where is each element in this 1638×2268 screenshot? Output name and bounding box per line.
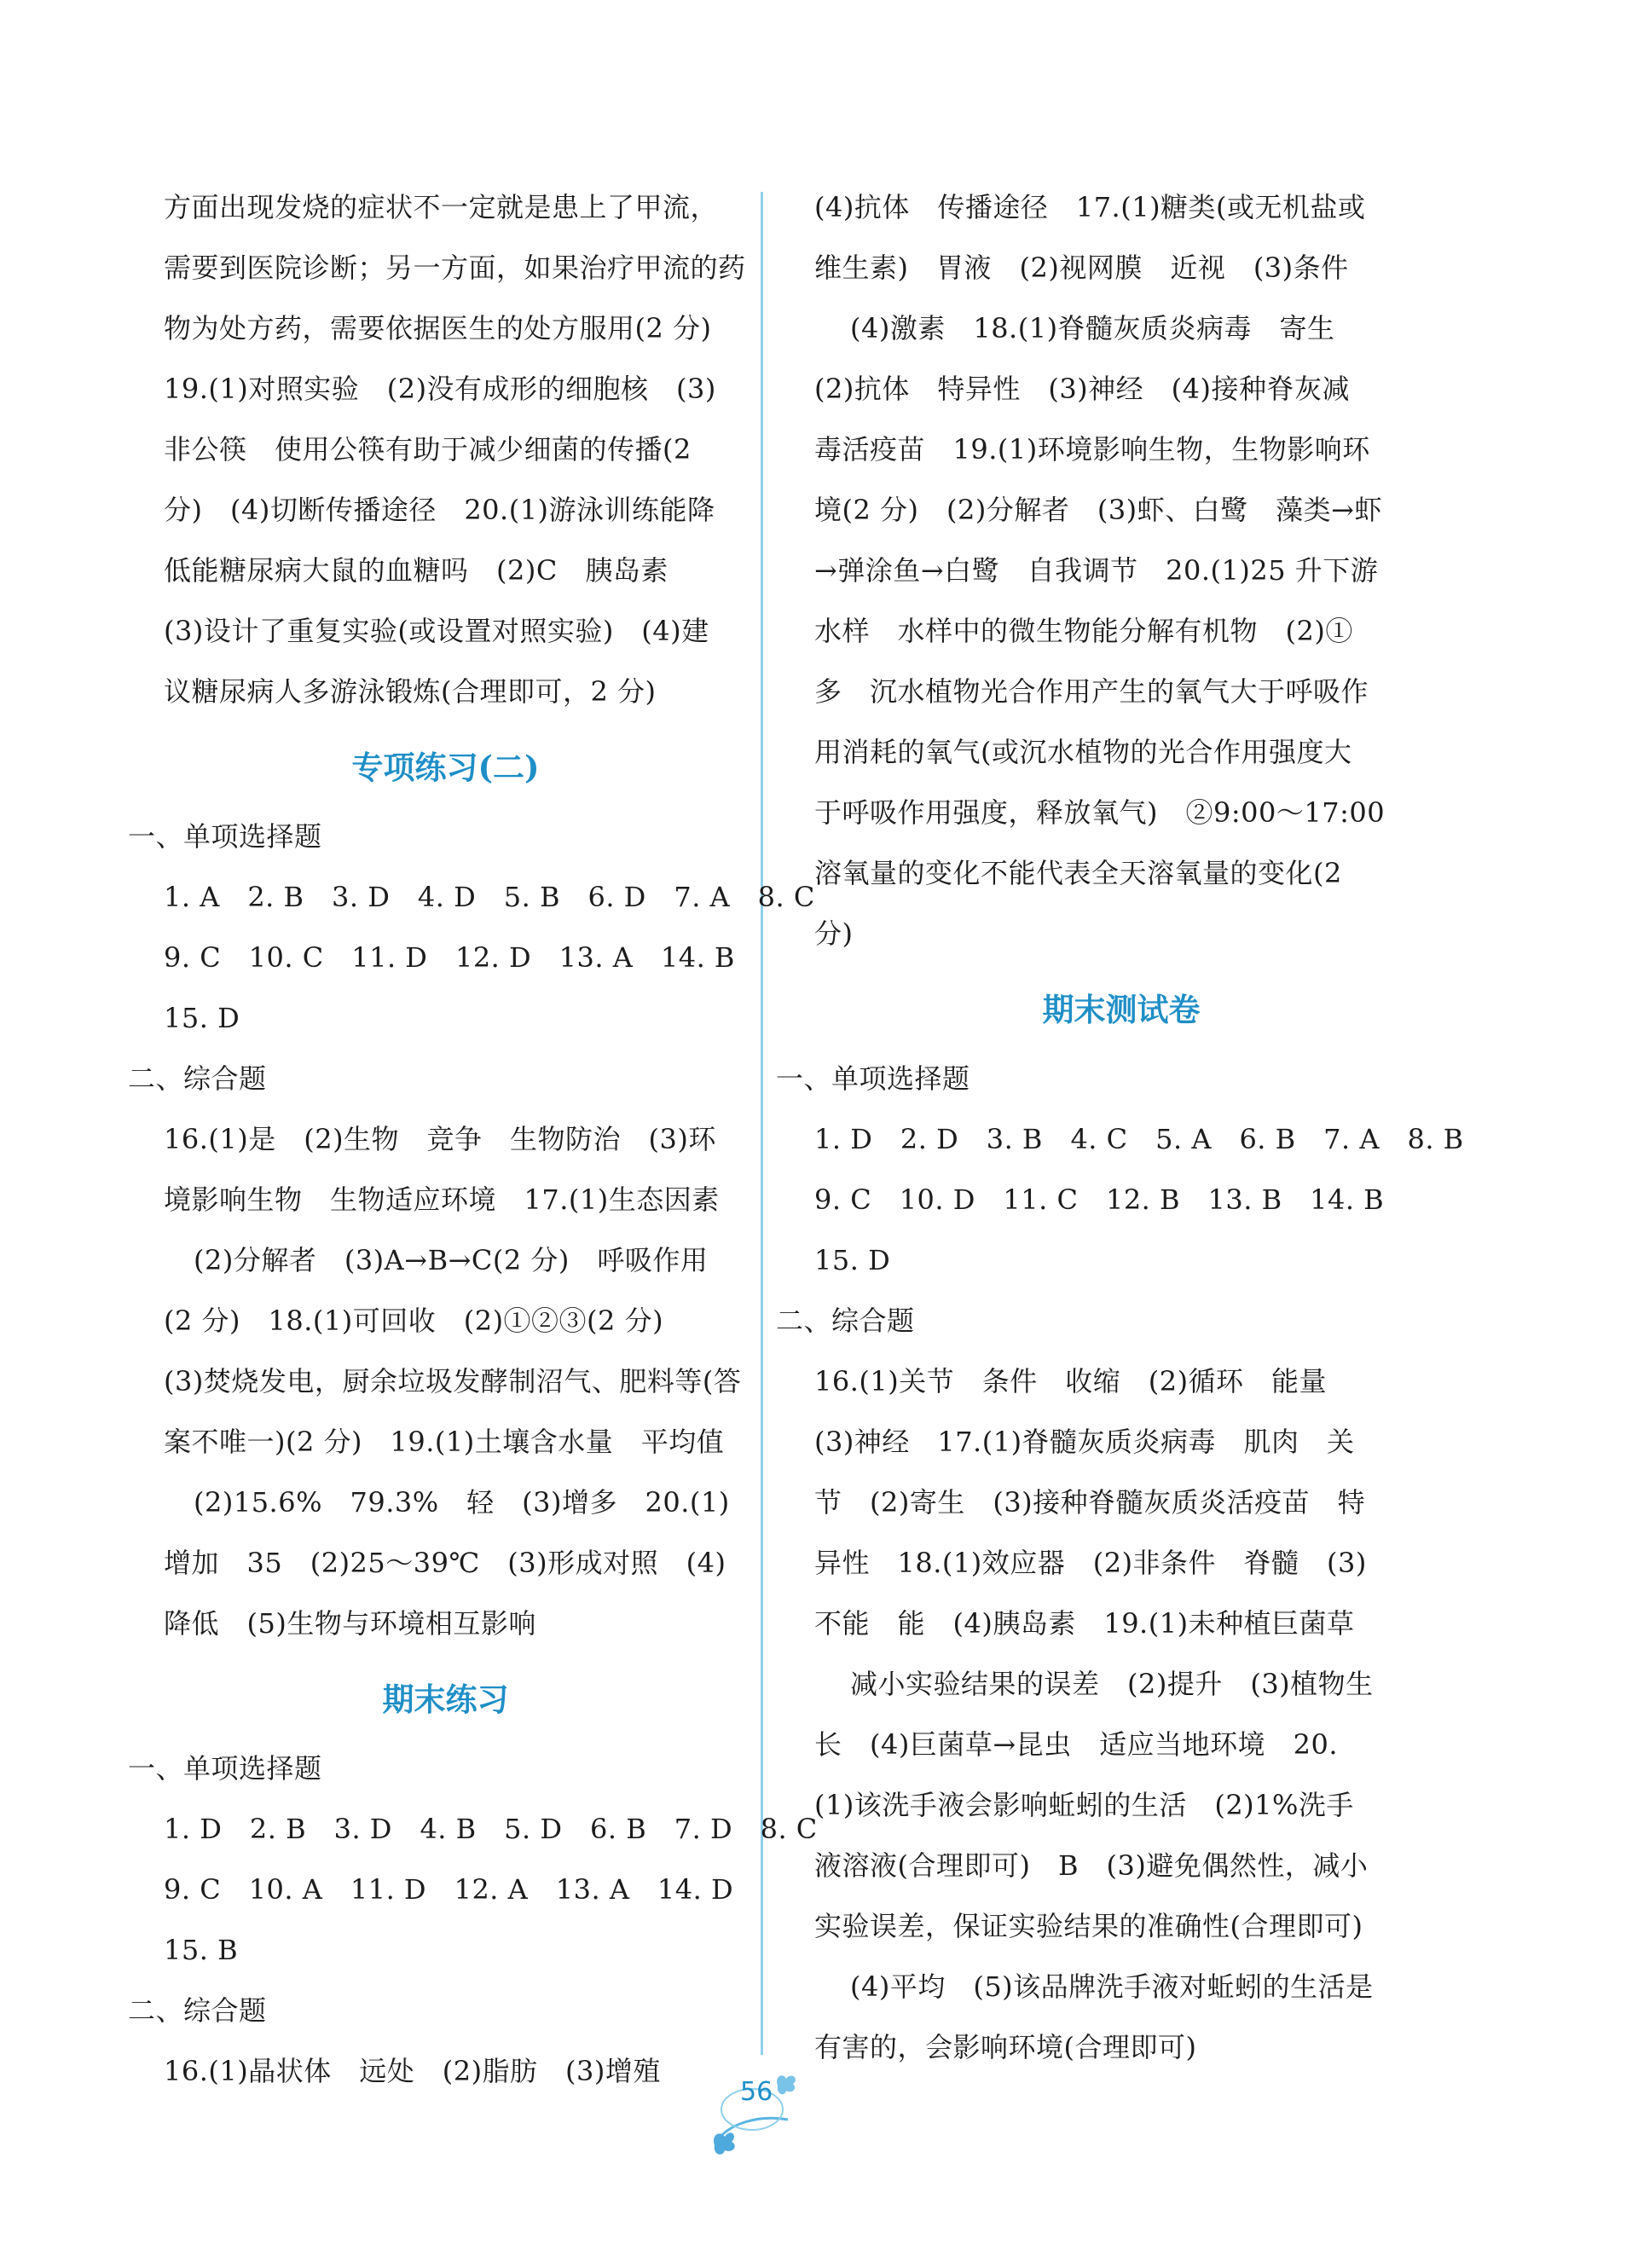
text-line: 16.(1)晶状体 远处 (2)脂肪 (3)增殖 (164, 2055, 661, 2087)
text-line: 用消耗的氧气(或沉水植物的光合作用强度大 (814, 736, 1352, 768)
text-line: 分) (4)切断传播途径 20.(1)游泳训练能降 (164, 494, 715, 526)
text-line: 境影响生物 生物适应环境 17.(1)生态因素 (164, 1183, 720, 1216)
text-line: 维生素) 胃液 (2)视网膜 近视 (3)条件 (814, 252, 1349, 284)
answer-row: 1. A 2. B 3. D 4. D 5. B 6. D 7. A 8. C (164, 881, 815, 913)
text-line: (2)15.6% 79.3% 轻 (3)增多 20.(1) (194, 1486, 730, 1519)
section-title-qimo-ceshi: 期末测试卷 (1042, 991, 1201, 1028)
text-line: 降低 (5)生物与环境相互影响 (164, 1607, 536, 1640)
text-line: 议糖尿病人多游泳锻炼(合理即可，2 分) (164, 675, 657, 708)
answer-row: 15. D (814, 1244, 891, 1276)
text-line: 异性 18.(1)效应器 (2)非条件 脊髓 (3) (814, 1547, 1367, 1579)
text-line: 16.(1)关节 条件 收缩 (2)循环 能量 (814, 1365, 1328, 1397)
text-line: 需要到医院诊断；另一方面，如果治疗甲流的药 (164, 252, 746, 284)
text-line: (2)分解者 (3)A→B→C(2 分) 呼吸作用 (194, 1244, 709, 1276)
subsection-heading: 一、单项选择题 (128, 820, 322, 853)
text-line: 毒活疫苗 19.(1)环境影响生物，生物影响环 (814, 433, 1370, 466)
answer-row: 1. D 2. B 3. D 4. B 5. D 6. B 7. D 8. C (164, 1813, 818, 1845)
answer-row: 15. B (164, 1934, 239, 1966)
text-line: 减小实验结果的误差 (2)提升 (3)植物生 (850, 1668, 1374, 1700)
text-line: (2 分) 18.(1)可回收 (2)①②③(2 分) (164, 1305, 664, 1337)
section-title-qimo-lianxi: 期末练习 (382, 1681, 509, 1718)
text-line: 方面出现发烧的症状不一定就是患上了甲流， (164, 191, 719, 223)
text-line: 液溶液(合理即可) B (3)避免偶然性，减小 (814, 1849, 1369, 1882)
subsection-heading: 二、综合题 (776, 1305, 915, 1337)
text-line: 多 沉水植物光合作用产生的氧气大于呼吸作 (814, 675, 1369, 708)
right-column (776, 177, 1464, 2078)
subsection-heading: 二、综合题 (128, 1062, 267, 1095)
answer-row: 15. D (164, 1002, 240, 1034)
answer-row: 9. C 10. D 11. C 12. B 13. B 14. B (814, 1183, 1385, 1216)
text-line: (4)抗体 传播途径 17.(1)糖类(或无机盐或 (814, 191, 1366, 223)
text-line: (3)神经 17.(1)脊髓灰质炎病毒 肌肉 关 (814, 1426, 1355, 1458)
text-line: 物为处方药，需要依据医生的处方服用(2 分) (164, 312, 712, 344)
left-column (128, 177, 818, 2102)
text-line: 增加 35 (2)25～39℃ (3)形成对照 (4) (164, 1547, 726, 1579)
text-line: 水样 水样中的微生物能分解有机物 (2)① (814, 615, 1353, 647)
subsection-heading: 一、单项选择题 (128, 1752, 322, 1785)
text-line: 境(2 分) (2)分解者 (3)虾、白鹭 藻类→虾 (814, 494, 1382, 526)
subsection-heading: 二、综合题 (128, 1994, 267, 2027)
text-line: (1)该洗手液会影响蚯蚓的生活 (2)1%洗手 (814, 1789, 1354, 1821)
text-line: 不能 能 (4)胰岛素 19.(1)未种植巨菌草 (814, 1607, 1355, 1640)
section-title-zhuanxiang: 专项练习(二) (351, 749, 540, 786)
text-line: (3)焚烧发电，厨余垃圾发酵制沼气、肥料等(答 (164, 1365, 742, 1397)
text-line: 19.(1)对照实验 (2)没有成形的细胞核 (3) (164, 373, 716, 405)
answer-row: 9. C 10. A 11. D 12. A 13. A 14. D (164, 1873, 734, 1906)
subsection-heading: 一、单项选择题 (776, 1062, 970, 1095)
text-line: 长 (4)巨菌草→昆虫 适应当地环境 20. (814, 1728, 1339, 1761)
text-line: →弹涂鱼→白鹭 自我调节 20.(1)25 升下游 (814, 554, 1379, 587)
text-line: 分) (814, 917, 854, 950)
text-line: 案不唯一)(2 分) 19.(1)土壤含水量 平均值 (164, 1426, 725, 1458)
text-line: 低能糖尿病大鼠的血糖吗 (2)C 胰岛素 (164, 554, 669, 587)
page-number: 56 (740, 2077, 773, 2107)
text-line: 于呼吸作用强度，释放氧气) ②9:00～17:00 (814, 796, 1386, 829)
answer-row: 9. C 10. C 11. D 12. D 13. A 14. B (164, 941, 735, 974)
text-line: (2)抗体 特异性 (3)神经 (4)接种脊灰减 (814, 373, 1350, 405)
text-line: 16.(1)是 (2)生物 竞争 生物防治 (3)环 (164, 1123, 716, 1155)
text-line: (4)平均 (5)该品牌洗手液对蚯蚓的生活是 (850, 1970, 1374, 2003)
text-line: 实验误差，保证实验结果的准确性(合理即可) (814, 1910, 1363, 1942)
text-line: (3)设计了重复实验(或设置对照实验) (4)建 (164, 615, 709, 647)
text-line: 非公筷 使用公筷有助于减少细菌的传播(2 (164, 433, 692, 466)
answer-row: 1. D 2. D 3. B 4. C 5. A 6. B 7. A 8. B (814, 1123, 1464, 1155)
text-line: 节 (2)寄生 (3)接种脊髓灰质炎活疫苗 特 (814, 1486, 1366, 1519)
text-line: 溶氧量的变化不能代表全天溶氧量的变化(2 (814, 857, 1342, 889)
text-line: (4)激素 18.(1)脊髓灰质炎病毒 寄生 (850, 312, 1335, 344)
text-line: 有害的，会影响环境(合理即可) (814, 2031, 1197, 2063)
